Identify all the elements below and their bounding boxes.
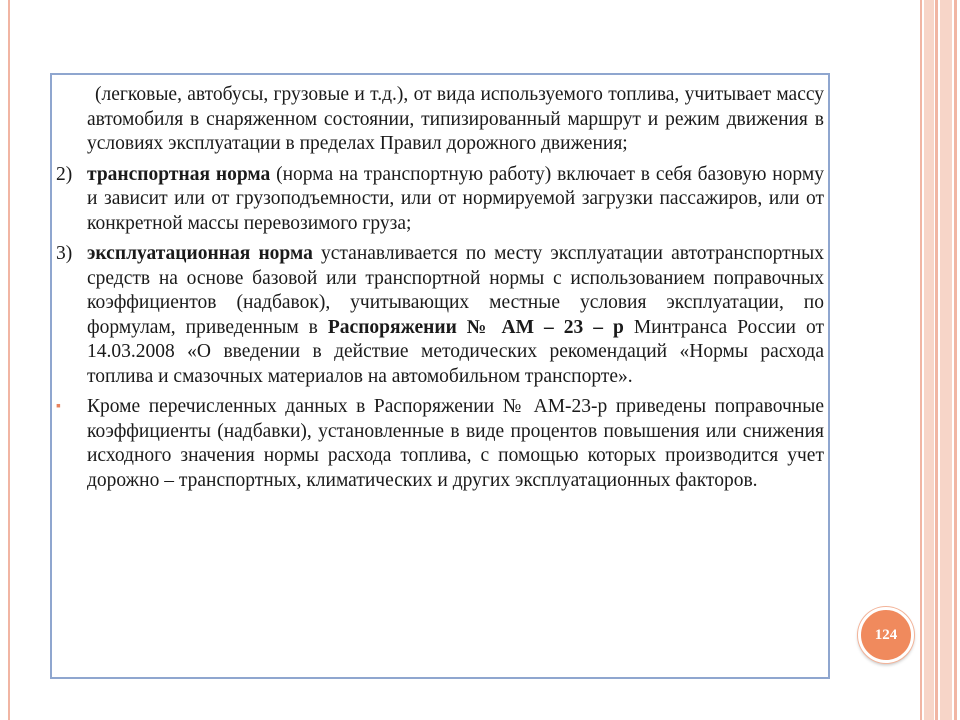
paragraph-transport-norm (56, 163, 824, 237)
left-border-line (8, 0, 10, 720)
text-run: (норма на транспортную работу) включает в себя базовую норму и зависит или от грузоподъемности, или от нормируемой загрузки пассажиров, или от конкретной массы перевозимого груза; (87, 163, 824, 234)
slide-text (56, 83, 824, 493)
bullet-icon: ▪ (56, 399, 61, 414)
text-run: Кроме перечисленных данных в Распоряжении № АМ-23-р приведены поправочные коэффициенты (надбавки), установленные в виде процентов повышения или снижения исходного значения нормы расхода топлива, с помощью которых производится учет дорожно – транспортных, климатических и других эксплуатационных факторов. (87, 396, 824, 491)
decree-bold: Распоряжении № АМ – 23 – р (327, 316, 624, 338)
text-run: (легковые, автобусы, грузовые и т.д.), от вида используемого топлива, учитывает массу автомобиля в снаряженном состоянии, типизированный маршрут и режим движения в условиях эксплуатации в пределах Правил дорожного движения; (87, 84, 824, 154)
list-marker: 2) (56, 163, 73, 185)
stripe (940, 0, 952, 720)
paragraph-vehicle-types (56, 83, 824, 157)
paragraph-correction-factors (56, 395, 824, 493)
bullet-marker (56, 395, 87, 493)
stripe (935, 0, 938, 720)
stripe (920, 0, 922, 720)
term-bold: транспортная норма (87, 163, 271, 185)
right-decorative-stripes (918, 0, 960, 720)
paragraph-body (87, 163, 824, 237)
page-number-badge: 124 (858, 607, 914, 663)
paragraph-body (56, 83, 824, 157)
stripe (954, 0, 957, 720)
stripe (924, 0, 934, 720)
paragraph-body (87, 242, 824, 389)
paragraph-operational-norm (56, 242, 824, 389)
paragraph-body (87, 395, 824, 493)
text-run: устанавливается по месту эксплуатации автотранспортных средств на основе базовой или транспортной нормы с использованием поправочных коэффициентов (надбавок), учитывающих местные условия эксплуатации, по формулам, приведенным в (87, 243, 824, 338)
list-marker: 3) (56, 243, 73, 264)
term-bold: эксплуатационная норма (87, 243, 313, 264)
text-run: Минтранса России от 14.03.2008 «О введении в действие методических рекомендаций «Нормы расхода топлива и смазочных материалов на автомобильном транспорте». (87, 316, 824, 387)
